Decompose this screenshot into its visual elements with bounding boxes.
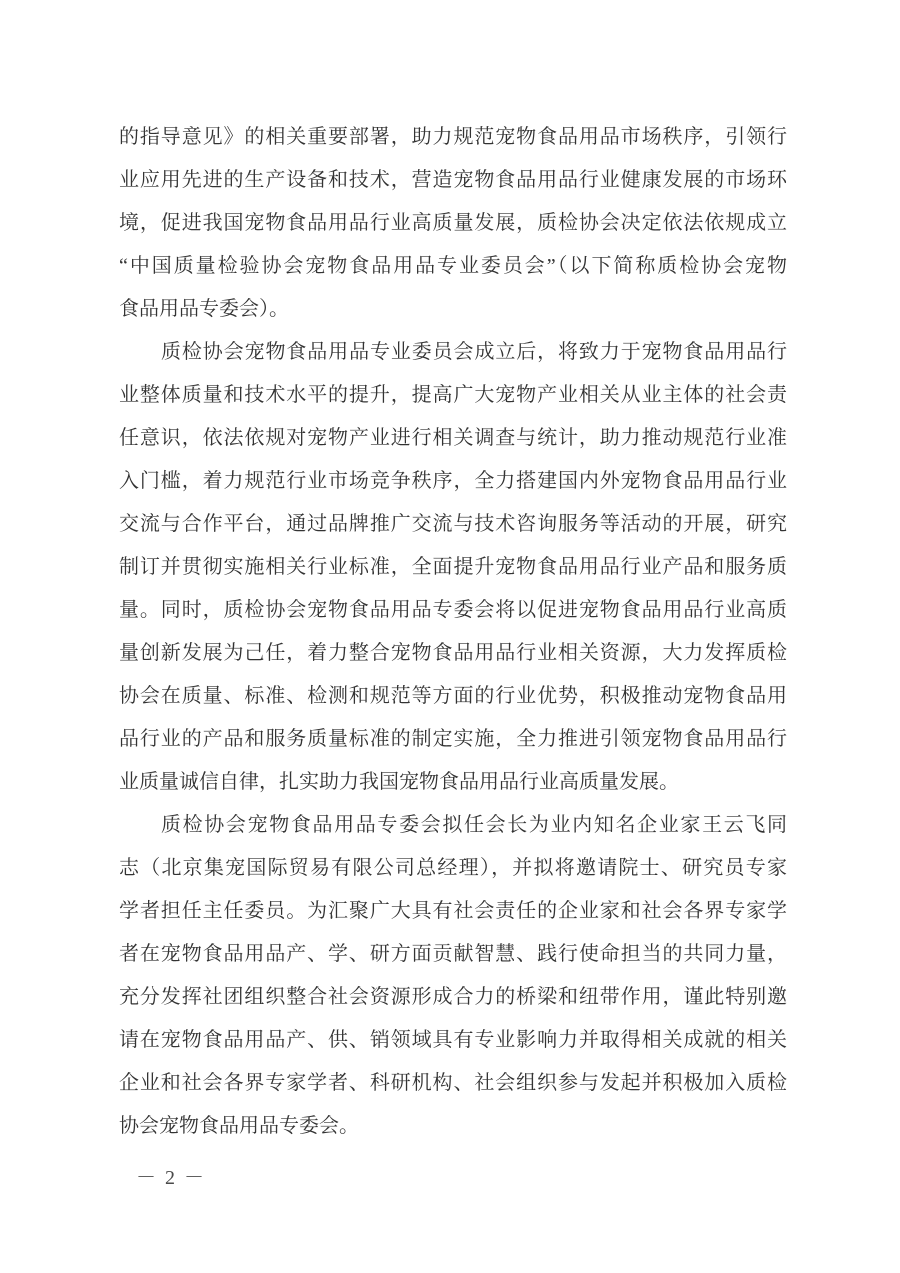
text-line: 食品用品专委会）。 — [119, 298, 289, 320]
text-line: 企业和社会各界专家学者、科研机构、社会组织参与发起并积极加入质检 — [119, 1072, 787, 1094]
text-line: 量创新发展为己任，着力整合宠物食品用品行业相关资源，大力发挥质检 — [119, 642, 787, 664]
text-line: 者在宠物食品用品产、学、研方面贡献智慧、践行使命担当的共同力量， — [119, 943, 787, 965]
text-line: 业应用先进的生产设备和技术，营造宠物食品用品行业健康发展的市场环 — [119, 169, 787, 191]
text-line: “中国质量检验协会宠物食品用品专业委员会”（以下简称质检协会宠物 — [119, 255, 787, 277]
text-line: 的指导意见》的相关重要部署，助力规范宠物食品用品市场秩序，引领行 — [119, 126, 787, 148]
paragraph-invitation — [119, 804, 787, 1148]
text-line: 业质量诚信自律，扎实助力我国宠物食品用品行业高质量发展。 — [119, 771, 679, 793]
paragraph-continuation — [119, 116, 787, 331]
text-line: 志（北京集宠国际贸易有限公司总经理），并拟将邀请院士、研究员专家 — [119, 857, 787, 879]
text-line: 质检协会宠物食品用品专业委员会成立后，将致力于宠物食品用品行 — [161, 341, 787, 363]
text-line: 入门槛，着力规范行业市场竞争秩序，全力搭建国内外宠物食品用品行业 — [119, 470, 787, 492]
text-line: 协会宠物食品用品专委会。 — [119, 1115, 359, 1137]
text-line: 请在宠物食品用品产、供、销领域具有专业影响力并取得相关成就的相关 — [119, 1029, 787, 1051]
paragraph-committee-mission — [119, 331, 787, 804]
text-line: 交流与合作平台，通过品牌推广交流与技术咨询服务等活动的开展，研究 — [119, 513, 787, 535]
text-line: 任意识，依法依规对宠物产业进行相关调查与统计，助力推动规范行业准 — [119, 427, 787, 449]
text-line: 业整体质量和技术水平的提升，提高广大宠物产业相关从业主体的社会责 — [119, 384, 787, 406]
text-line: 境，促进我国宠物食品用品行业高质量发展，质检协会决定依法依规成立 — [119, 212, 787, 234]
document-body — [119, 116, 787, 1148]
text-line: 质检协会宠物食品用品专委会拟任会长为业内知名企业家王云飞同 — [161, 814, 787, 836]
page-number: － 2 － — [136, 1167, 206, 1189]
text-line: 充分发挥社团组织整合社会资源形成合力的桥梁和纽带作用，谨此特别邀 — [119, 986, 787, 1008]
text-line: 品行业的产品和服务质量标准的制定实施，全力推进引领宠物食品用品行 — [119, 728, 787, 750]
text-line: 量。同时，质检协会宠物食品用品专委会将以促进宠物食品用品行业高质 — [119, 599, 787, 621]
text-line: 协会在质量、标准、检测和规范等方面的行业优势，积极推动宠物食品用 — [119, 685, 787, 707]
text-line: 制订并贯彻实施相关行业标准，全面提升宠物食品用品行业产品和服务质 — [119, 556, 787, 578]
text-line: 学者担任主任委员。为汇聚广大具有社会责任的企业家和社会各界专家学 — [119, 900, 787, 922]
